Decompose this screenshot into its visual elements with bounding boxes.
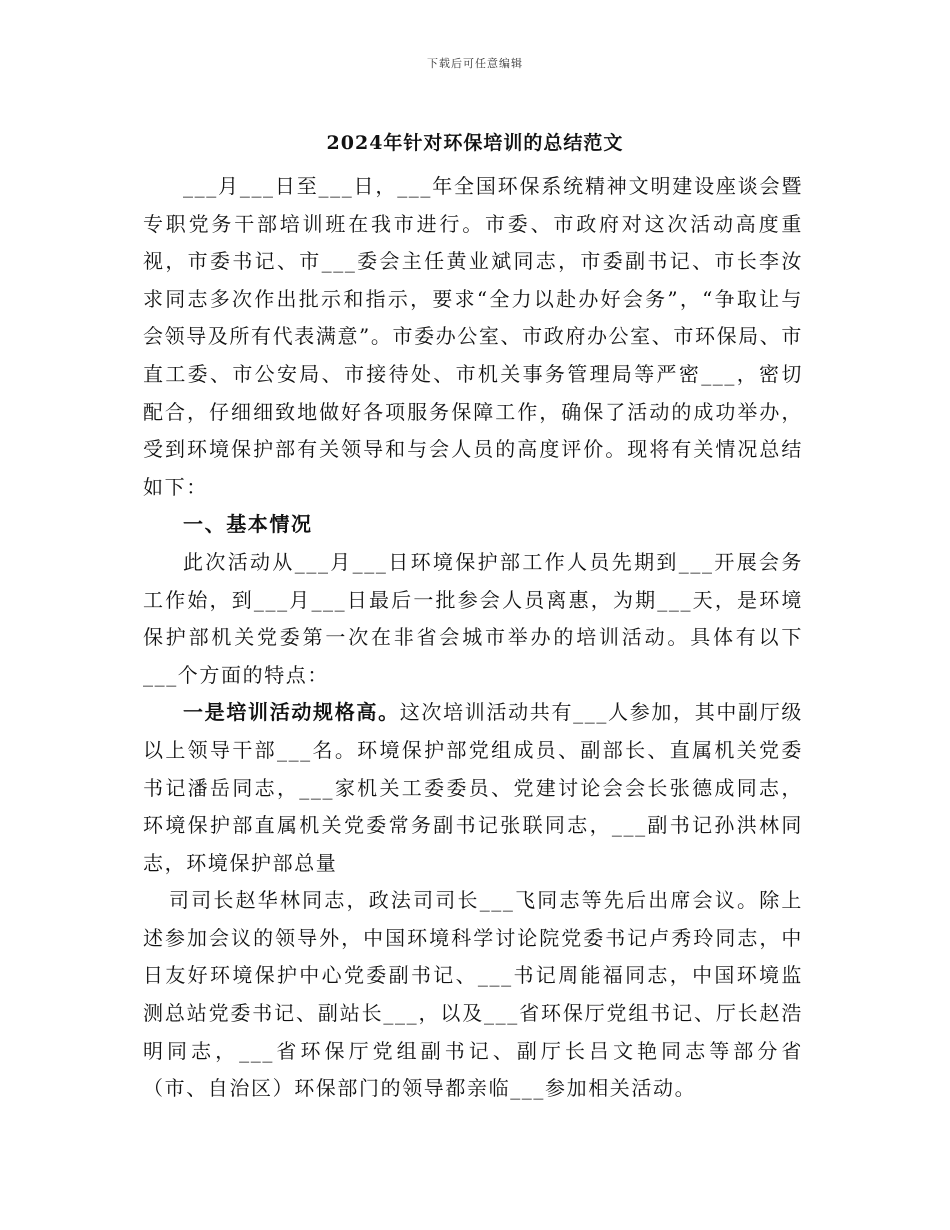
paragraph-continuation: 司司长赵华林同志，政法司司长___飞同志等先后出席会议。除上述参加会议的领导外，中国环境科学讨论院党委书记卢秀玲同志，中日友好环境保护中心党委副书记、___书记周能福同志，中国环境监测总站党委书记、副站长___，以及___省环保厅党组书记、厅长赵浩明同志，___省环保厅党组副书记、副厅长吕文艳同志等部分省（市、自治区）环保部门的领导都亲临___参加相关活动。 — [143, 888, 803, 1101]
paragraph-feature-one — [143, 694, 803, 882]
section-heading-basic: 一、基本情况 — [183, 512, 313, 537]
header-note: 下载后可任意编辑 — [427, 57, 523, 70]
feature-one-text: 这次培训活动共有___人参加，其中副厅级以上领导干部___名。环境保护部党组成员、副部长、直属机关党委书记潘岳同志，___家机关工委委员、党建讨论会会长张德成同志，环境保护部直属机关党委常务副书记张联同志，___副书记孙洪林同志，环境保护部总量 — [143, 700, 804, 875]
paragraph-overview: 此次活动从___月___日环境保护部工作人员先期到___开展会务工作始，到___月___日最后一批参会人员离惠，为期___天，是环境保护部机关党委第一次在非省会城市举办的培训活动。具体有以下___个方面的特点： — [143, 549, 803, 687]
feature-one-lead: 一是培训活动规格高。 — [183, 700, 400, 725]
document-title: 2024年针对环保培训的总结范文 — [326, 132, 624, 154]
document-body — [143, 168, 803, 1108]
paragraph-intro: ___月___日至___日，___年全国环保系统精神文明建设座谈会暨专职党务干部培训班在我市进行。市委、市政府对这次活动高度重视，市委书记、市___委会主任黄业斌同志，市委副书记、市长李汝求同志多次作出批示和指示，要求“全力以赴办好会务”，“争取让与会领导及所有代表满意”。市委办公室、市政府办公室、市环保局、市直工委、市公安局、市接待处、市机关事务管理局等严密___，密切配合，仔细细致地做好各项服务保障工作，确保了活动的成功举办，受到环境保护部有关领导和与会人员的高度评价。现将有关情况总结如下： — [143, 174, 803, 499]
